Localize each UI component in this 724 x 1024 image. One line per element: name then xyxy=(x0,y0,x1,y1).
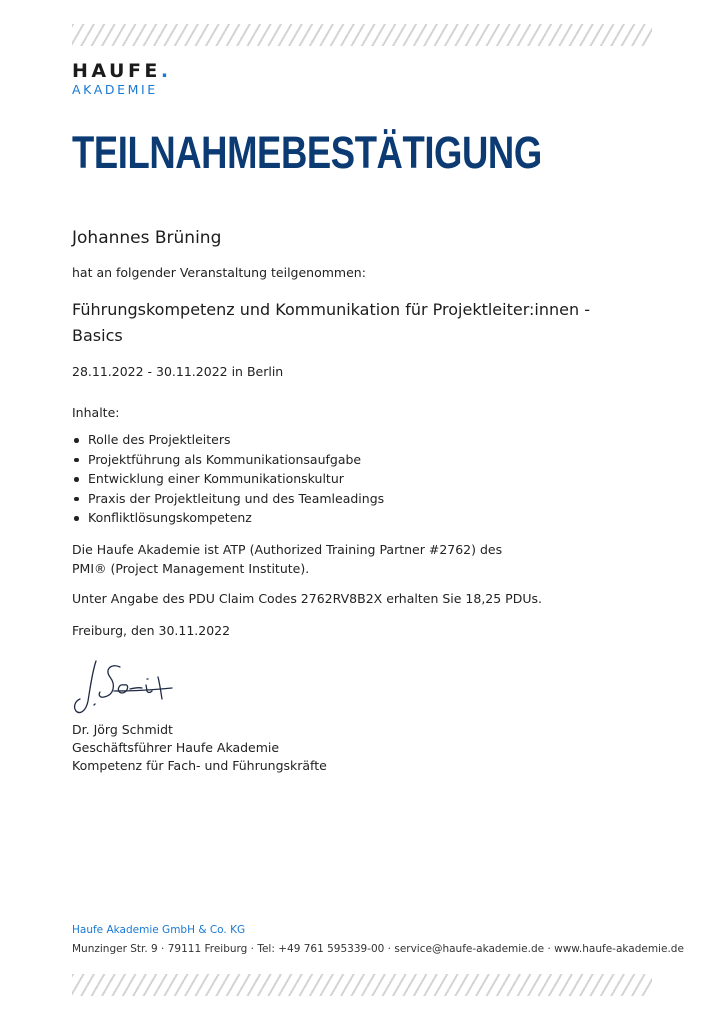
atp-statement: Die Haufe Akademie ist ATP (Authorized Training Partner #2762) des PMI® (Project Management Institute). xyxy=(72,542,503,576)
bottom-hatch-border xyxy=(72,974,652,996)
page-title: TEILNAHMEBESTÄTIGUNG xyxy=(72,127,542,178)
footer-company: Haufe Akademie GmbH & Co. KG xyxy=(72,924,246,936)
event-date-location: 28.11.2022 - 30.11.2022 in Berlin xyxy=(72,364,284,379)
event-title: Führungskompetenz und Kommunikation für Projektleiter:innen - Basics xyxy=(72,300,590,345)
contents-list xyxy=(72,430,384,528)
list-item: Konfliktlösungskompetenz xyxy=(72,508,384,528)
place-date: Freiburg, den 30.11.2022 xyxy=(72,623,231,638)
intro-text: hat an folgender Veranstaltung teilgenommen: xyxy=(72,265,366,280)
logo-subline: AKADEMIE xyxy=(72,82,158,97)
list-item: Projektführung als Kommunikationsaufgabe xyxy=(72,450,384,470)
list-item: Rolle des Projektleiters xyxy=(72,430,384,450)
list-item: Praxis der Projektleitung und des Teamleadings xyxy=(72,489,384,509)
signatory-tagline: Kompetenz für Fach- und Führungskräfte xyxy=(72,758,327,773)
signature-image xyxy=(68,655,178,717)
logo-wordmark: HAUFE. xyxy=(72,60,172,82)
signatory-role: Geschäftsführer Haufe Akademie xyxy=(72,740,280,755)
participant-name: Johannes Brüning xyxy=(72,228,222,248)
contents-label: Inhalte: xyxy=(72,405,120,420)
signatory-block xyxy=(72,721,327,775)
list-item: Entwicklung einer Kommunikationskultur xyxy=(72,469,384,489)
haufe-akademie-logo xyxy=(72,60,172,97)
signatory-name: Dr. Jörg Schmidt xyxy=(72,722,173,737)
top-hatch-border xyxy=(72,24,652,46)
footer-address: Munzinger Str. 9 · 79111 Freiburg · Tel: +49 761 595339-00 · service@haufe-akademie.de · www.haufe-akademie.de xyxy=(72,943,684,955)
pdu-statement: Unter Angabe des PDU Claim Codes 2762RV8B2X erhalten Sie 18,25 PDUs. xyxy=(72,591,542,606)
